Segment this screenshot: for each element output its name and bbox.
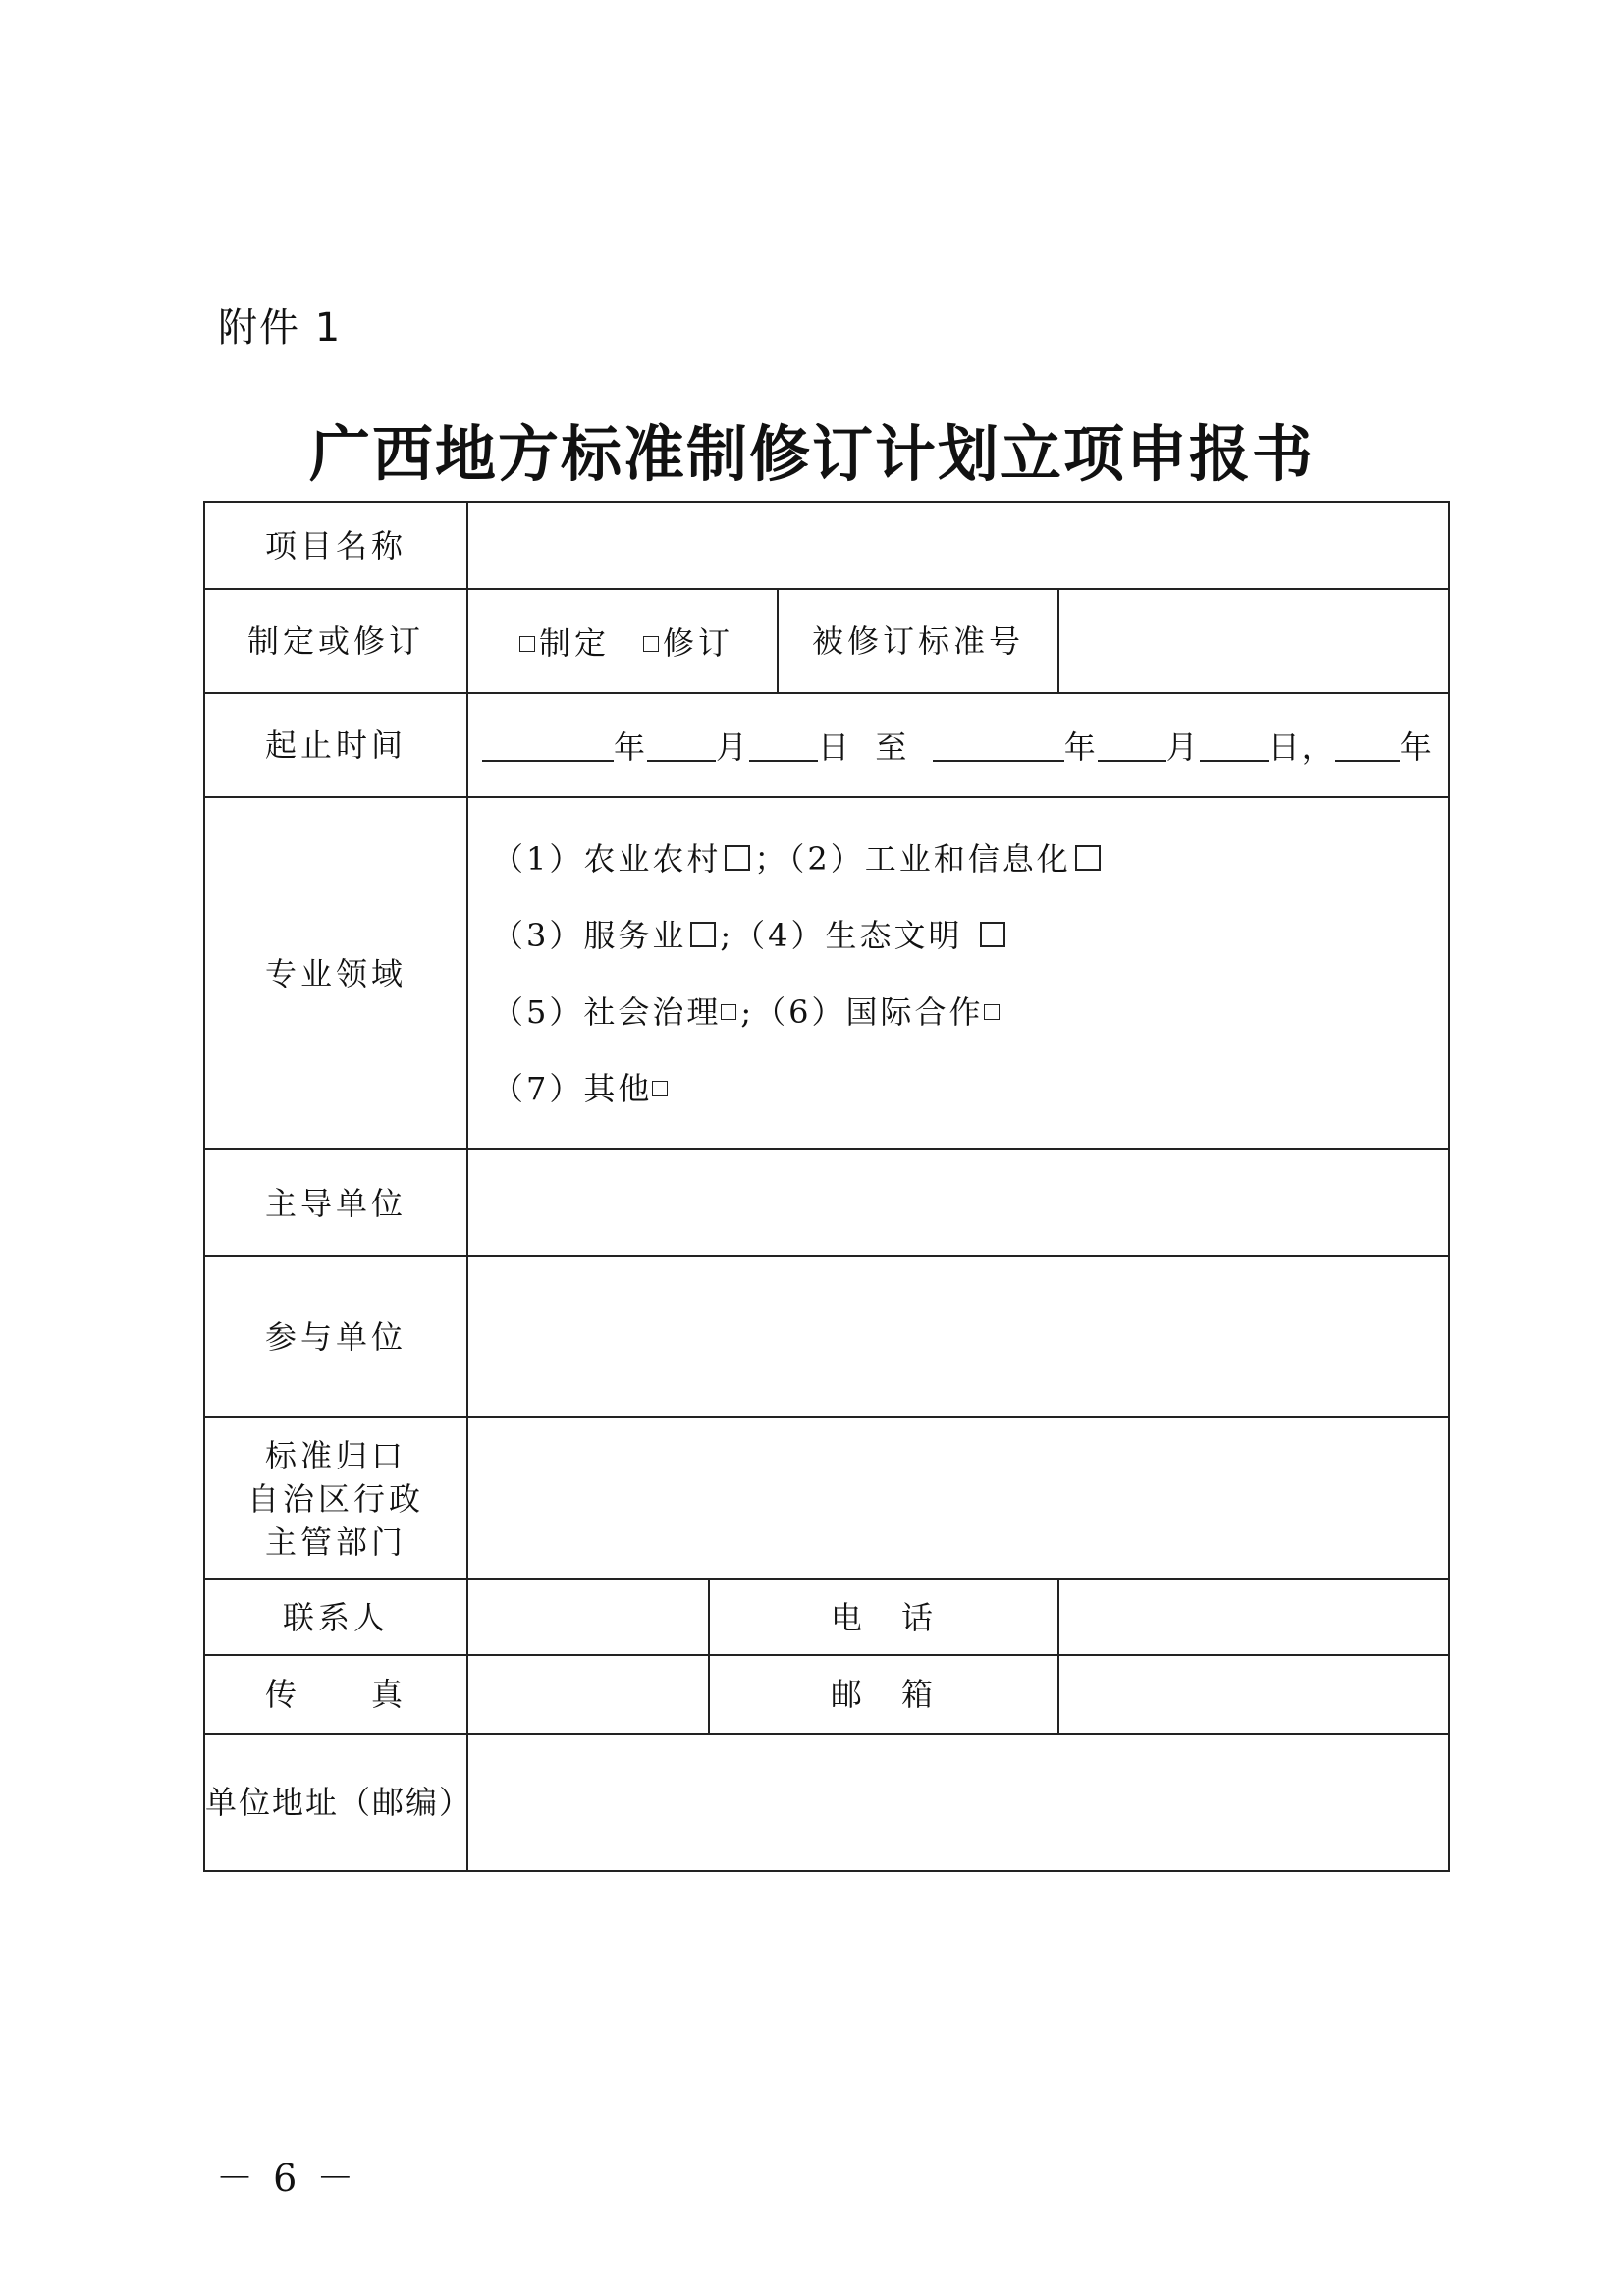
row-type [204,589,1449,693]
end-year-unit: 年 [1063,728,1098,766]
fax-field[interactable] [467,1655,709,1734]
domain-row-3 [492,974,1448,1050]
start-year-blank[interactable] [482,758,614,762]
authority-label-line-3: 主管部门 [264,1522,406,1561]
end-month-blank[interactable] [1098,758,1166,762]
authority-label [204,1417,467,1579]
checkbox-ecology[interactable] [980,922,1005,947]
phone-field[interactable] [1058,1579,1449,1655]
to-text: 至 [875,728,909,766]
address-label: 单位地址（邮编） [204,1734,467,1871]
domain-services-label: （3）服务业 [492,916,687,954]
page-number: － 6 － [216,2157,358,2200]
duration-years-blank[interactable] [1335,758,1400,762]
type-options [467,589,778,693]
domain-governance-label: （5）社会治理 [492,992,722,1031]
checkbox-services[interactable] [690,922,716,947]
document-title: 广西地方标准制修订计划立项申报书 [308,418,1315,490]
lead-unit-label: 主导单位 [204,1149,467,1256]
domain-industry-label: ；（2）工业和信息化 [754,839,1071,878]
email-label: 邮 箱 [709,1655,1058,1734]
option-new[interactable] [519,618,610,664]
project-name-field[interactable] [467,502,1449,589]
email-field[interactable] [1058,1655,1449,1734]
domain-ecology-label: ;（4）生态文明 [720,916,963,954]
row-domain [204,797,1449,1149]
checkbox-new[interactable] [519,636,535,652]
row-project-name [204,502,1449,589]
project-name-label: 项目名称 [204,502,467,589]
domain-agriculture-label: （1）农业农村 [492,839,722,878]
row-period [204,693,1449,797]
start-month-blank[interactable] [647,758,716,762]
row-authority [204,1417,1449,1579]
start-month-unit: 月 [716,728,750,766]
participating-units-field[interactable] [467,1256,1449,1417]
duration-year-unit: 年 [1399,728,1434,766]
row-address [204,1734,1449,1871]
row-lead-unit [204,1149,1449,1256]
checkbox-agriculture[interactable] [725,845,750,871]
option-new-label: 制定 [539,624,611,662]
row-fax [204,1655,1449,1734]
period-field[interactable] [467,693,1449,797]
fax-label: 传 真 [204,1655,467,1734]
period-label: 起止时间 [204,693,467,797]
checkbox-international[interactable] [984,1004,1000,1020]
domain-international-label: ;（6）国际合作 [740,992,984,1031]
start-day-blank[interactable] [749,758,818,762]
authority-field[interactable] [467,1417,1449,1579]
checkbox-revise[interactable] [643,636,659,652]
address-field[interactable] [467,1734,1449,1871]
start-day-unit: 日 [818,728,852,766]
domain-row-2 [492,897,1448,974]
domain-row-1 [492,821,1448,897]
checkbox-other[interactable] [652,1081,668,1096]
start-year-unit: 年 [614,728,648,766]
domain-row-4 [492,1050,1448,1127]
end-year-blank[interactable] [933,758,1064,762]
phone-label: 电 话 [709,1579,1058,1655]
domain-options [467,797,1449,1149]
authority-label-line-2: 自治区行政 [246,1479,424,1518]
option-revise-label: 修订 [663,624,734,662]
row-contact [204,1579,1449,1655]
checkbox-governance[interactable] [721,1004,736,1020]
end-day-blank[interactable] [1200,758,1269,762]
lead-unit-field[interactable] [467,1149,1449,1256]
revised-standard-field[interactable] [1058,589,1449,693]
row-participating-units [204,1256,1449,1417]
contact-field[interactable] [467,1579,709,1655]
domain-other-label: （7）其他 [492,1069,653,1107]
domain-label: 专业领域 [204,797,467,1149]
application-form-table [203,501,1450,1872]
authority-label-line-1: 标准归口 [264,1436,406,1474]
end-day-unit: 日， [1268,728,1335,766]
revised-standard-label: 被修订标准号 [778,589,1058,693]
option-revise[interactable] [643,618,733,664]
participating-units-label: 参与单位 [204,1256,467,1417]
checkbox-industry[interactable] [1075,845,1101,871]
type-label: 制定或修订 [204,589,467,693]
end-month-unit: 月 [1165,728,1200,766]
contact-label: 联系人 [204,1579,467,1655]
attachment-label: 附件 1 [218,305,343,350]
